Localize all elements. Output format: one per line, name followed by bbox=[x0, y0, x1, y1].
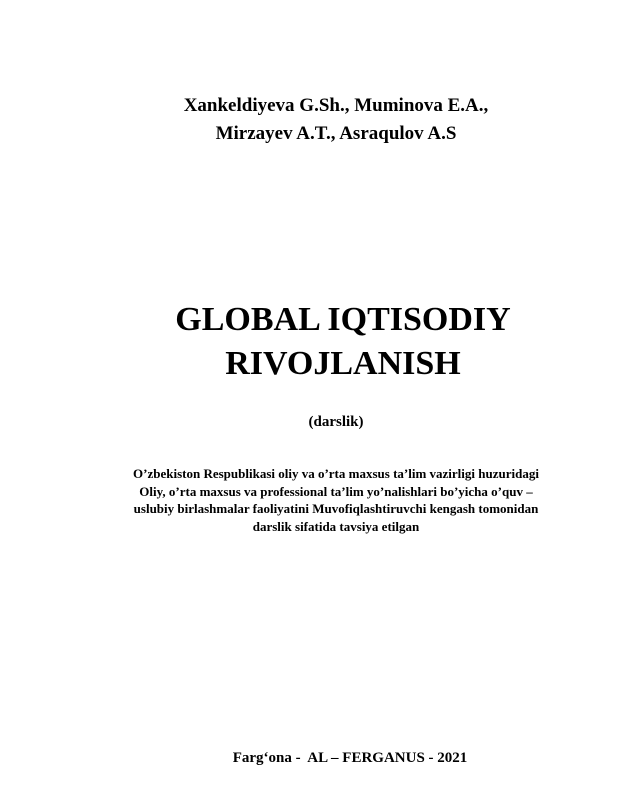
publisher-imprint: Farg‘ona - AL – FERGANUS - 2021 bbox=[232, 750, 468, 766]
book-title-line-2: RIVOJLANISH bbox=[225, 345, 461, 382]
endorsement-line: uslubiy birlashmalar faoliyatini Muvofiqlashtiruvchi kengash tomonidan bbox=[133, 501, 539, 516]
endorsement-line: O’zbekiston Respublikasi oliy va o’rta maxsus ta’lim vazirligi huzuridagi bbox=[133, 466, 539, 481]
authors-line-1: Xankeldiyeva G.Sh., Muminova E.A., bbox=[183, 95, 489, 116]
book-type-label: (darslik) bbox=[308, 414, 364, 430]
book-title-line-1: GLOBAL IQTISODIY bbox=[175, 301, 511, 338]
endorsement-line: Oliy, o’rta maxsus va professional ta’lim yo’nalishlari bo’yicha o’quv – bbox=[139, 483, 533, 499]
endorsement-note bbox=[0, 465, 625, 535]
book-title bbox=[0, 298, 625, 386]
endorsement-line: darslik sifatida tavsiya etilgan bbox=[252, 518, 420, 534]
authors-block bbox=[0, 92, 625, 148]
authors-line-2: Mirzayev A.T., Asraqulov A.S bbox=[215, 123, 457, 144]
